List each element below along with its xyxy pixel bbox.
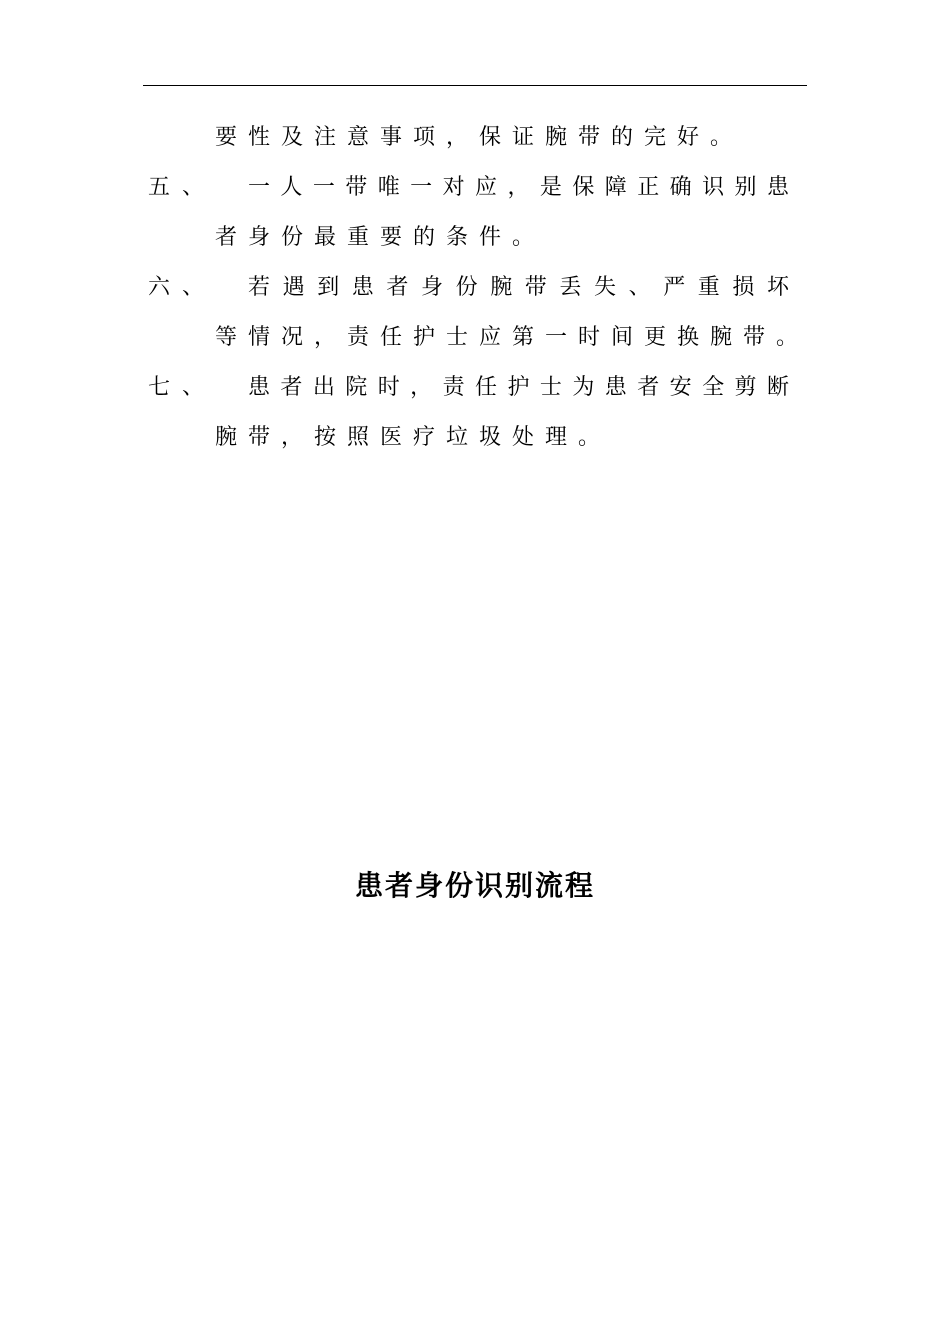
section-title: 患者身份识别流程 [354, 869, 595, 902]
header-rule [143, 85, 807, 86]
item-7-marker: 七、 [148, 375, 217, 400]
continuation-line-4: 腕带，按照医疗垃圾处理。 [215, 425, 612, 450]
item-6-text: 若遇到患者身份腕带丢失、严重损坏 [248, 275, 793, 300]
continuation-line-2: 者身份最重要的条件。 [215, 225, 546, 250]
item-5-text: 一人一带唯一对应，是保障正确识别患 [248, 175, 793, 200]
continuation-line-3: 等情况，责任护士应第一时间更换腕带。 [215, 325, 810, 350]
item-5-marker: 五、 [148, 175, 217, 200]
item-7-text: 患者出院时，责任护士为患者安全剪断 [248, 375, 793, 400]
continuation-line-1: 要性及注意事项，保证腕带的完好。 [215, 125, 744, 150]
item-6-marker: 六、 [148, 275, 217, 300]
